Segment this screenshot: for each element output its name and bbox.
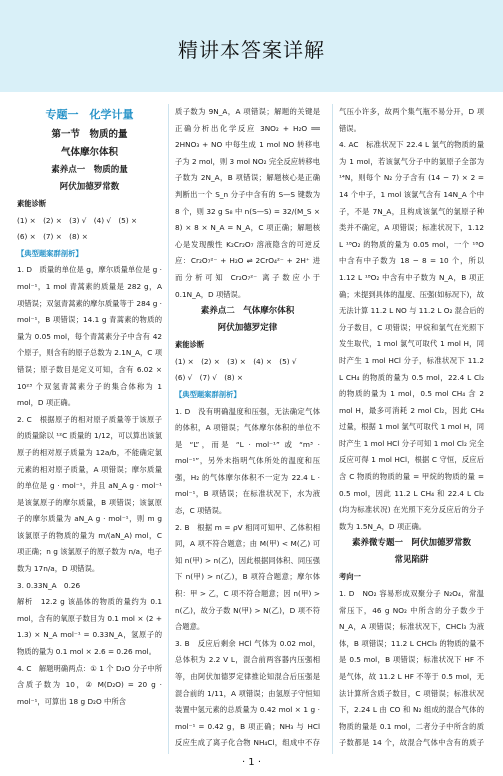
diagnosis-answers: (1) × (2) × (3) √ (4) √ (5) × [17,215,138,225]
point-subtitle: 常见陷阱 [394,555,429,566]
page-number: · 1 · [241,757,262,768]
point-subtitle: 阿伏加德罗定律 [217,323,278,334]
chapter-title: 专题一 化学计量 [45,108,134,121]
diagnosis-answers: (1) × (2) × (3) × (4) × (5) √ [175,356,297,366]
answer-item: 2. C 根据原子的相对原子质量等于该原子的质量除以 ¹²C 质量的 1/12，可以算出该氯原子的相对原子质量为 12a/b，不能确定氯元素的相对原子质量，A 项错误；摩尔质量的单位是 g · mol⁻¹，并且 aN_A g · mol⁻¹ 是该氯原子的摩尔质量，B 项错误；该氯原子的摩尔质量为 aN_A g · mol⁻¹，则 m g 该氯原子的物质的量为 m/(aN_A) mol，C 项正确；n g 该氯原子的原子数为 n/a，电子数为 17n/a，D 项错误。 [17,414,162,574]
section-title: 第一节 物质的量 [51,129,128,140]
section-tag: 【典型题案群剖析】 [17,248,83,258]
page-title: 精讲本答案详解 [178,38,325,62]
answer-explanation: 解析 12.2 g 该晶体的物质的量约为 0.1 mol，含有的氧原子数目为 0.1 mol × (2 + 1.3) × N_A mol⁻¹ = 0.33N_A，氢原子的物质的量为 0.1 mol × 2.6 = 0.26 mol。 [17,597,162,657]
answer-item: 1. D 没有明确温度和压强，无法确定气体的体积，A 项错误；气体摩尔体积的单位不是 “L”，而是 “L · mol⁻¹” 或 “m³ · mol⁻¹”，另外未指明气体所处的温度和压强，H₂ 的气体摩尔体积不一定为 22.4 L · mol⁻¹，B 项错误；在标准状况下，水为液态，C 项错误。 [175,406,320,516]
point-title: 素养点二 气体摩尔体积 [200,306,295,317]
answer-item: 3. B 反应后剩余 HCl 气体为 0.02 mol，总体积为 2.2 V L，混合前两容器内压强相等，由阿伏加德罗定律推论知混合后压强是混合前的 1/11，A 项错误；由氢原子守恒知装置中氢元素的总质量为 0.42 mol × 1 g · mol⁻¹ = 0.42 g，B 项正确；NH₃ 与 HCl 反应生成了离子化合物 NH₄Cl，组成中不存 [175,638,320,748]
answer-item: 4. C 解题明确两点：① 1 个 D₂O 分子中所含质子数为 10，② M(D₂O) = 20 g · mol⁻¹，可算出 18 g D₂O 中所含 [17,663,162,706]
column-left [17,104,162,754]
column-divider [332,104,333,754]
point-subtitle: 阿伏加德罗常数 [59,182,120,192]
diagnosis-heading: 素能诊断 [175,340,205,350]
answer-item: 3. 0.33N_A 0.26 [17,580,81,590]
section-subtitle: 气体摩尔体积 [60,147,118,158]
answer-continuation: 气压小许多，故两个集气瓶不易分开，D 项错误。 [339,107,484,133]
answer-item: 1. D 质量的单位是 g，摩尔质量单位是 g · mol⁻¹，1 mol 青蒿素的质量是 282 g，A 项错误；双氢青蒿素的摩尔质量等于 284 g · mol⁻¹，B 项错误；14.1 g 青蒿素的物质的量为 0.05 mol，每个青蒿素分子中含有 42 个原子，则含有的原子总数为 2.1N_A，C 项错误；原子数目是定义可知，含有 6.02 × 10²³ 个双氢青蒿素分子的集合体称为 1 mol，D 项正确。 [17,265,162,408]
diagnosis-answers: (6) √ (7) √ (8) × [175,373,243,383]
section-tag: 【典型题案群剖析】 [175,389,241,399]
point-title: 素养微专题一 阿伏加德罗常数 [351,538,471,549]
answer-item: 1. D NO₂ 容易形成双聚分子 N₂O₄，常温常压下，46 g NO₂ 中所含的分子数少于 N_A，A 项错误；标准状况下，CHCl₃ 为液体，B 项错误；11.2 L CHCl₃ 的物质的量不是 0.5 mol，B 项错误；标准状况下 HF 不是气体，故 11.2 L HF 不等于 0.5 mol，无法计算所含质子数目，C 项错误；标准状况下，2.24 L 由 CO 和 N₂ 组成的混合气体的物质的量是 0.1 mol，二者分子中所含的质子数都是 14 个，故混合气体中含有的质子 [339,589,484,748]
column-right [339,104,484,754]
point-title: 素养点一 物质的量 [51,165,128,175]
answer-continuation: 质子数为 9N_A，A 项错误；解题的关键是正确分析出化学反应 3NO₂ + H₂O ══ 2HNO₃ + NO 中每生成 1 mol NO 转移电子为 2 mol，则 3 mol NO₂ 完全反应转移电子数为 2N_A，B 项错误；解题核心是正确判断出一个 S_n 分子中含有的 S—S 键数为 8 个，则 32 g S₈ 中 n(S—S) = 32/(M_S × 8) × 8 × N_A = N_A，C 项正确；解题核心是发现酸性 K₂Cr₂O₇ 溶液隐含的可逆反应：Cr₂O₇²⁻ + H₂O ⇌ 2CrO₄²⁻ + 2H⁺ 进而分析可知 Cr₂O₇²⁻ 离子数应小于 0.1N_A，D 项错误。 [175,107,320,299]
diagnosis-heading: 素能诊断 [17,199,47,208]
subsection-heading: 考向一 [339,572,361,582]
column-divider [168,104,169,754]
answer-item: 2. B 根据 m = ρV 相同可知甲、乙体积相同，A 项不符合题意；由 M(甲) < M(乙) 可知 n(甲) > n(乙)，因此根据同体积、同压强下 n(甲) > n(乙)，B 项符合题意；摩尔体积：甲 > 乙，C 项不符合题意；因 n(甲) > n(乙)，故分子数 N(甲) > N(乙)，D 项不符合题意。 [175,522,320,632]
column-middle [175,104,320,754]
diagnosis-answers: (6) × (7) × (8) × [17,232,88,242]
answer-item: 4. AC 标准状况下 22.4 L 氯气的物质的量为 1 mol，若该氯气分子中的氯原子全部为 ¹⁴N，则每个 N₂ 分子含有 (14 − 7) × 2 = 14 个中子，1 mol 该氯气含有 14N_A 个中子，不是 7N_A，且构成该氯气的氯原子种类并不确定，A 项错误；标准状况下，1.12 L ¹⁸O₂ 的物质的量为 0.05 mol，一个 ¹⁸O 中含有中子数为 18 − 8 = 10 个，所以 1.12 L ¹⁸O₂ 中含有中子数为 N_A，B 项正确；未提到具体的温度、压强(如标况下)，故无法计算 11.2 L NO 与 11.2 L O₂ 混合后的分子数目，C 项错误；甲烷和氯气在光照下发生取代，1 mol 氯气可取代 1 mol H，同时产生 1 mol HCl 分子，标准状况下 11.2 L CH₄ 的物质的量为 0.5 mol，22.4 L Cl₂ 的物质的量为 1 mol，0.5 mol CH₄ 含 2 mol H，最多可消耗 2 mol Cl₂，因此 CH₄ 过量，根据 1 mol 氯气可取代 1 mol H，同时产生 1 mol HCl 分子可知 1 mol Cl₂ 完全反应可得 1 mol HCl，根据 C 守恒，反应后含 C 物质的物质的量 = 甲烷的物质的量 = 0.5 mol，因此 11.2 L CH₄ 和 22.4 L Cl₂ (均为标准状况) 在光照下充分反应后的分子数为 1.5N_A，D 项正确。 [339,140,484,531]
